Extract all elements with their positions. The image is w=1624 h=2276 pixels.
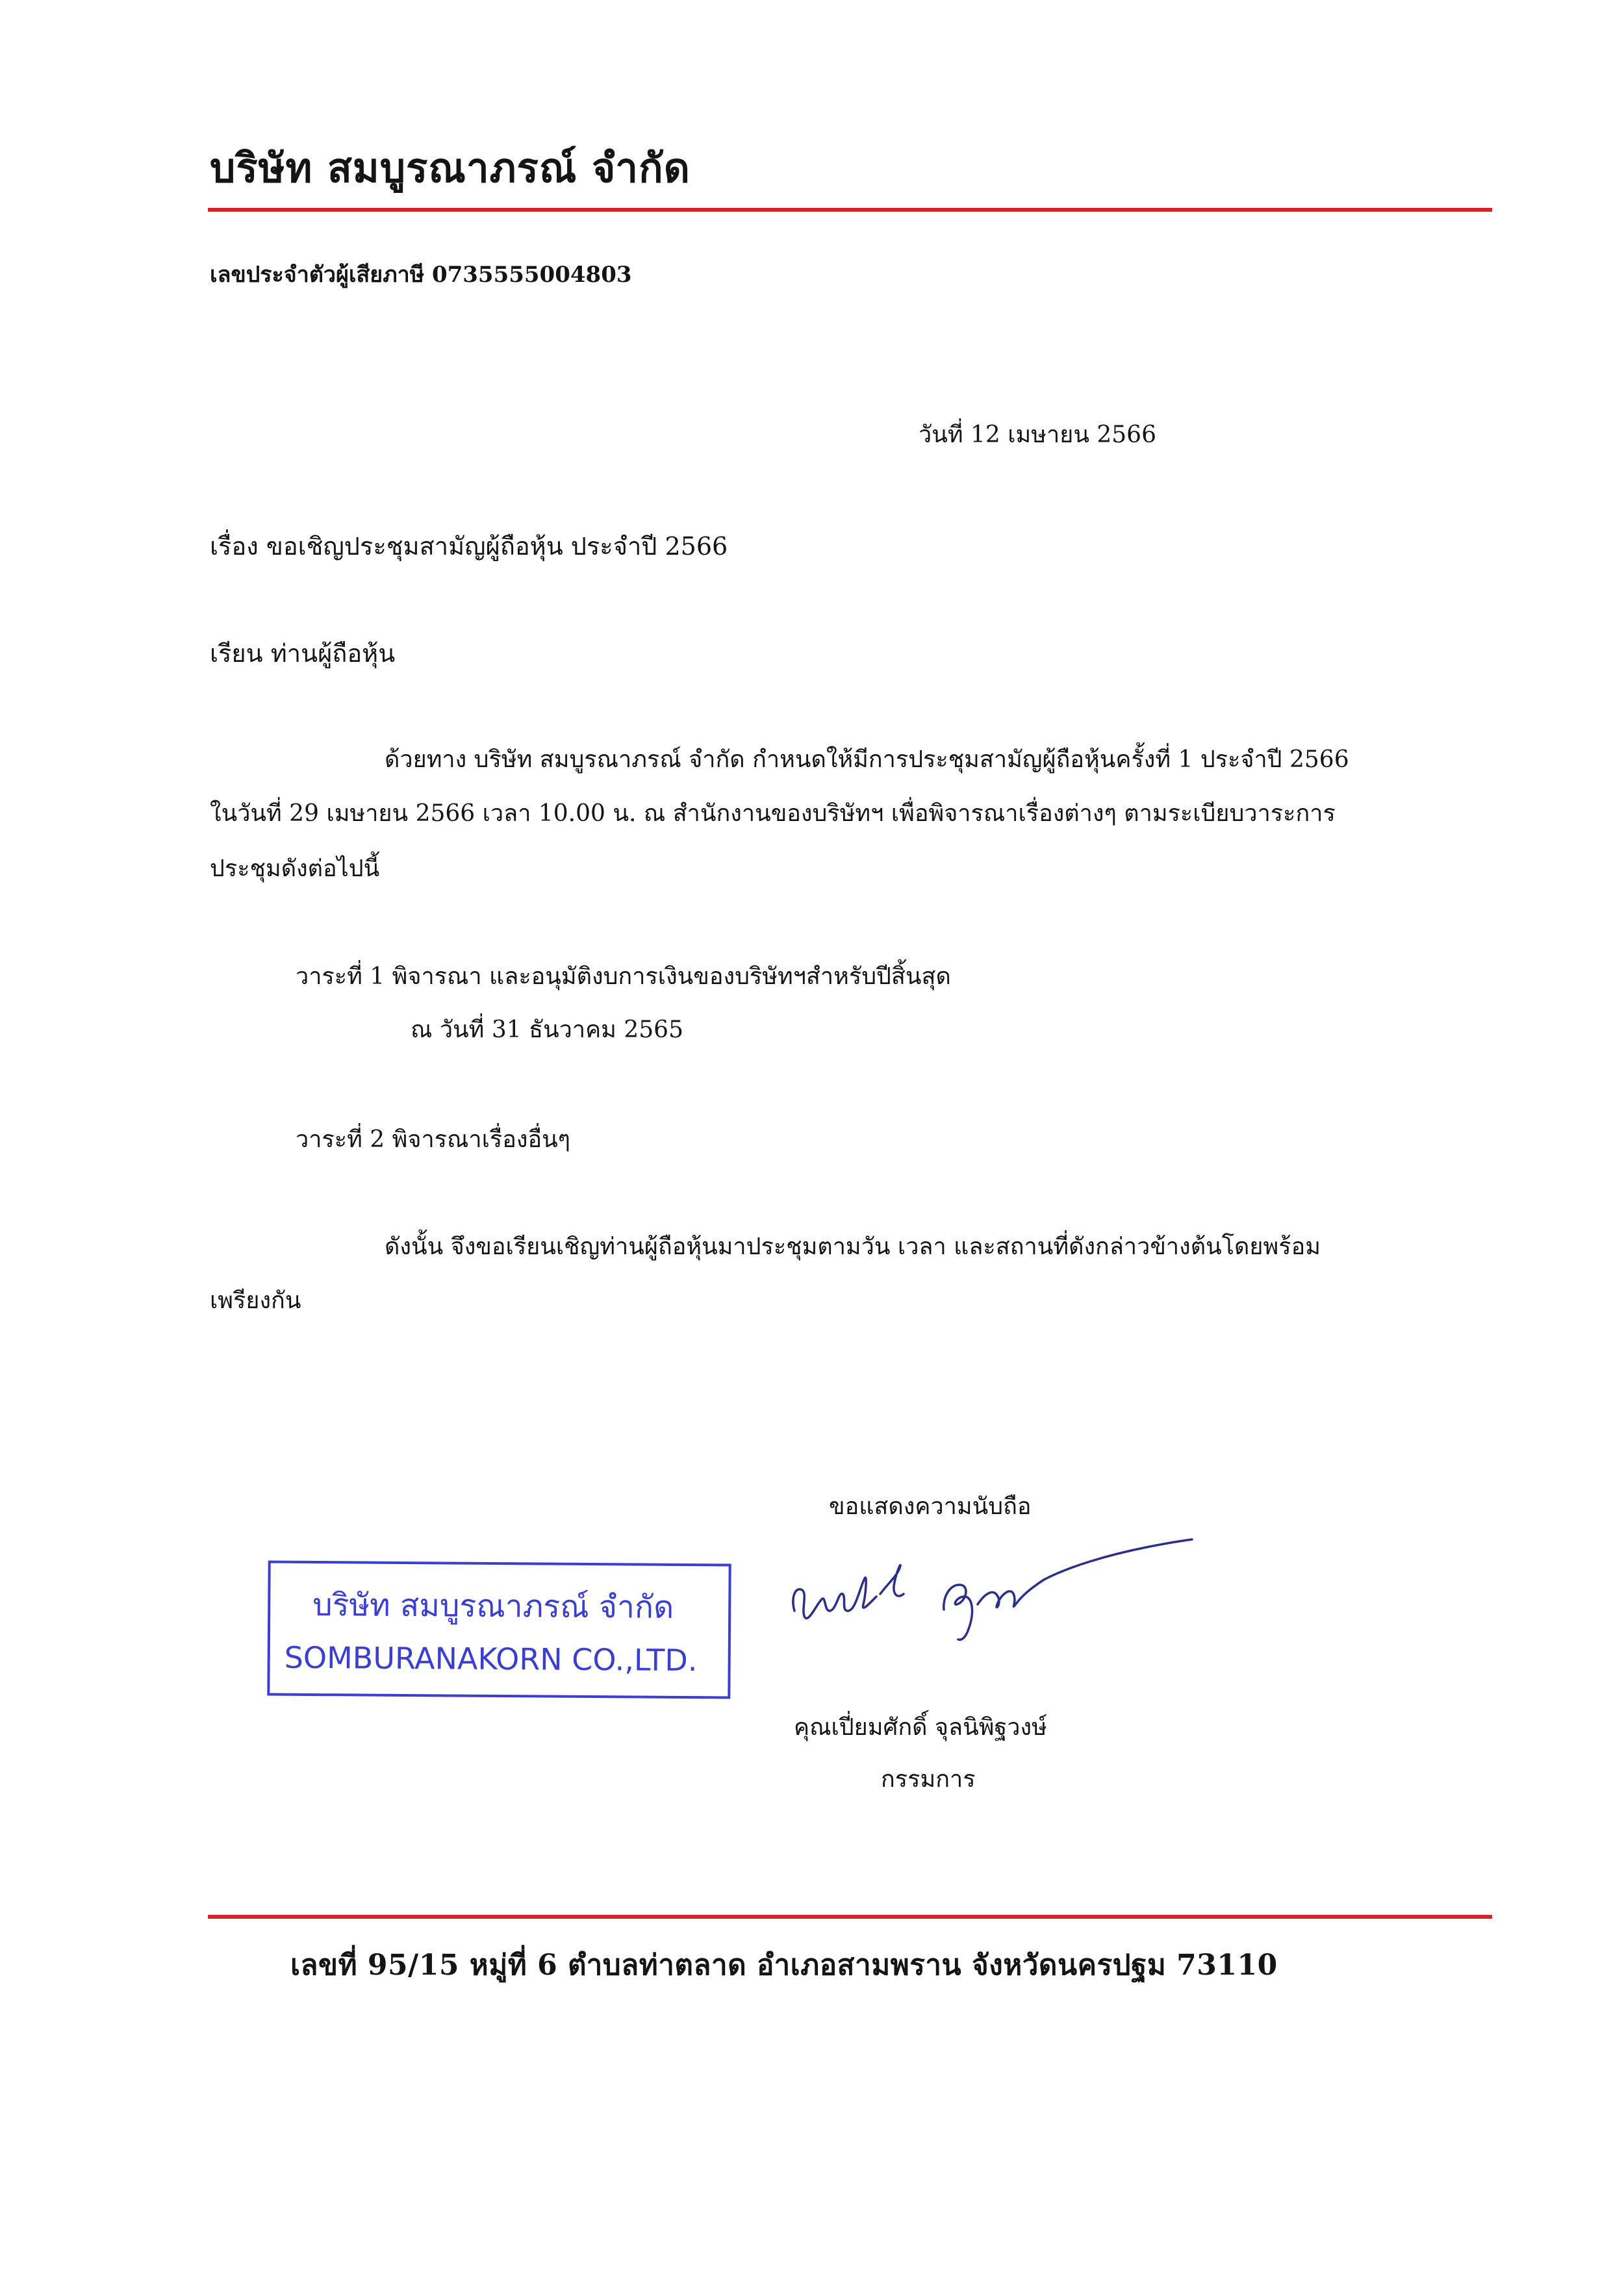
stamp-english-line: SOMBURANAKORN CO.,LTD. bbox=[284, 1639, 698, 1678]
letter-date: วันที่ 12 เมษายน 2566 bbox=[919, 422, 1156, 448]
letter-salutation: เรียน ท่านผู้ถือหุ้น bbox=[210, 639, 396, 668]
stamp-thai-line: บริษัท สมบูรณาภรณ์ จำกัด bbox=[312, 1586, 674, 1626]
agenda-item-1-continuation: ณ วันที่ 31 ธันวาคม 2565 bbox=[411, 1017, 683, 1043]
agenda-item-2: วาระที่ 2 พิจารณาเรื่องอื่นๆ bbox=[296, 1126, 571, 1153]
paragraph1-line: ประชุมดังต่อไปนี้ bbox=[210, 855, 380, 882]
signer-name: คุณเปี่ยมศักดิ์ จุลนิพิฐวงษ์ bbox=[794, 1714, 1047, 1741]
company-stamp bbox=[267, 1561, 731, 1699]
footer-divider bbox=[208, 1915, 1492, 1919]
handwritten-signature bbox=[783, 1513, 1199, 1676]
paragraph1-line: ในวันที่ 29 เมษายน 2566 เวลา 10.00 น. ณ สำนักงานของบริษัทฯ เพื่อพิจารณาเรื่องต่างๆ ตามระเบียบวาระการ bbox=[210, 800, 1336, 827]
tax-id-line: เลขประจำตัวผู้เสียภาษี 0735555004803 bbox=[210, 262, 632, 288]
header-divider bbox=[208, 208, 1492, 212]
paragraph2-line: ดังนั้น จึงขอเรียนเชิญท่านผู้ถือหุ้นมาประชุมตามวัน เวลา และสถานที่ดังกล่าวข้างต้นโดยพร้อม bbox=[385, 1233, 1321, 1260]
letter-subject: เรื่อง ขอเชิญประชุมสามัญผู้ถือหุ้น ประจำปี 2566 bbox=[210, 532, 728, 561]
signer-title: กรรมการ bbox=[881, 1766, 976, 1793]
agenda-item-1: วาระที่ 1 พิจารณา และอนุมัติงบการเงินของบริษัทฯสำหรับปีสิ้นสุด bbox=[296, 963, 951, 990]
company-name-heading: บริษัท สมบูรณาภรณ์ จำกัด bbox=[210, 144, 691, 192]
company-address: เลขที่ 95/15 หมู่ที่ 6 ตำบลท่าตลาด อำเภอสามพราน จังหวัดนครปฐม 73110 bbox=[290, 1949, 1278, 1982]
paragraph2-line: เพรียงกัน bbox=[210, 1287, 301, 1314]
closing-phrase: ขอแสดงความนับถือ bbox=[829, 1493, 1032, 1520]
paragraph1-line: ด้วยทาง บริษัท สมบูรณาภรณ์ จำกัด กำหนดให้มีการประชุมสามัญผู้ถือหุ้นครั้งที่ 1 ประจำปี 2566 bbox=[385, 746, 1349, 773]
